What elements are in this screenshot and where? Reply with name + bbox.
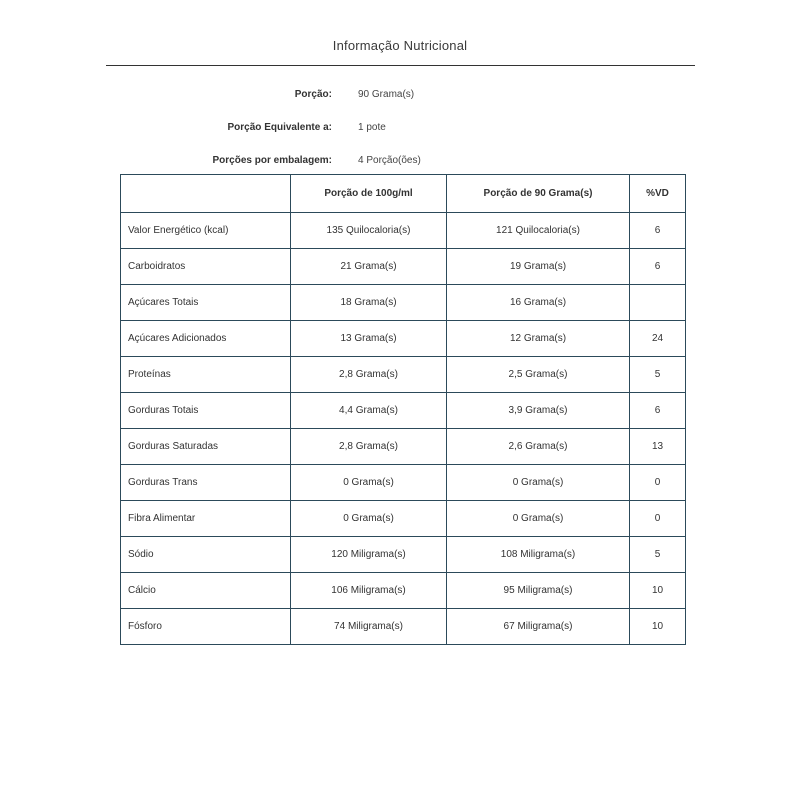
value-per-100: 2,8 Grama(s) [291, 357, 447, 393]
portion-equivalent-label: Porção Equivalente a: [227, 122, 332, 133]
value-per-100: 21 Grama(s) [291, 249, 447, 285]
value-per-portion: 67 Miligrama(s) [447, 609, 630, 645]
value-per-portion: 95 Miligrama(s) [447, 573, 630, 609]
value-vd: 10 [630, 609, 686, 645]
table-row [121, 285, 686, 321]
table-row [121, 609, 686, 645]
nutrient-name: Carboidratos [121, 249, 291, 285]
nutrient-name: Fósforo [121, 609, 291, 645]
nutrient-name: Gorduras Totais [121, 393, 291, 429]
value-per-portion: 121 Quilocaloria(s) [447, 213, 630, 249]
value-per-100: 74 Miligrama(s) [291, 609, 447, 645]
value-vd: 6 [630, 213, 686, 249]
table-row [121, 465, 686, 501]
table-row [121, 357, 686, 393]
value-per-100: 0 Grama(s) [291, 465, 447, 501]
value-per-100: 2,8 Grama(s) [291, 429, 447, 465]
portion-value: 90 Grama(s) [358, 89, 415, 100]
value-vd: 24 [630, 321, 686, 357]
table-row [121, 393, 686, 429]
table-row [121, 501, 686, 537]
value-vd: 13 [630, 429, 686, 465]
value-per-portion: 16 Grama(s) [447, 285, 630, 321]
portions-per-package-row [106, 144, 695, 177]
nutrition-table [120, 174, 686, 645]
nutrient-name: Cálcio [121, 573, 291, 609]
header-per-100: Porção de 100g/ml [291, 175, 447, 213]
value-vd: 5 [630, 537, 686, 573]
table-row [121, 321, 686, 357]
value-per-portion: 2,6 Grama(s) [447, 429, 630, 465]
value-per-portion: 12 Grama(s) [447, 321, 630, 357]
nutrient-name: Açúcares Totais [121, 285, 291, 321]
nutrient-name: Proteínas [121, 357, 291, 393]
portion-label: Porção: [294, 89, 332, 100]
portion-row [106, 78, 695, 111]
value-per-portion: 0 Grama(s) [447, 465, 630, 501]
value-per-portion: 108 Miligrama(s) [447, 537, 630, 573]
portion-equivalent-value: 1 pote [358, 122, 386, 133]
table-row [121, 537, 686, 573]
value-vd: 0 [630, 465, 686, 501]
value-vd: 6 [630, 249, 686, 285]
portions-per-package-value: 4 Porção(ões) [358, 155, 421, 166]
value-vd [630, 285, 686, 321]
header-vd: %VD [630, 175, 686, 213]
value-vd: 6 [630, 393, 686, 429]
value-per-100: 4,4 Grama(s) [291, 393, 447, 429]
nutrient-name: Gorduras Trans [121, 465, 291, 501]
value-vd: 5 [630, 357, 686, 393]
value-vd: 10 [630, 573, 686, 609]
header-nutrient [121, 175, 291, 213]
value-per-100: 0 Grama(s) [291, 501, 447, 537]
portions-per-package-label: Porções por embalagem: [212, 155, 332, 166]
nutrient-name: Gorduras Saturadas [121, 429, 291, 465]
value-per-portion: 19 Grama(s) [447, 249, 630, 285]
nutrient-name: Fibra Alimentar [121, 501, 291, 537]
nutrient-name: Sódio [121, 537, 291, 573]
portion-info [106, 78, 695, 177]
page-title: Informação Nutricional [332, 38, 468, 53]
portion-equivalent-row [106, 111, 695, 144]
nutrient-name: Valor Energético (kcal) [121, 213, 291, 249]
value-per-100: 13 Grama(s) [291, 321, 447, 357]
value-per-100: 18 Grama(s) [291, 285, 447, 321]
nutrient-name: Açúcares Adicionados [121, 321, 291, 357]
value-per-100: 135 Quilocaloria(s) [291, 213, 447, 249]
table-row [121, 249, 686, 285]
value-vd: 0 [630, 501, 686, 537]
table-row [121, 573, 686, 609]
value-per-100: 106 Miligrama(s) [291, 573, 447, 609]
header-per-portion: Porção de 90 Grama(s) [447, 175, 630, 213]
title-divider [106, 65, 695, 66]
value-per-portion: 0 Grama(s) [447, 501, 630, 537]
table-row [121, 213, 686, 249]
table-header-row [121, 175, 686, 213]
value-per-portion: 3,9 Grama(s) [447, 393, 630, 429]
value-per-portion: 2,5 Grama(s) [447, 357, 630, 393]
table-row [121, 429, 686, 465]
value-per-100: 120 Miligrama(s) [291, 537, 447, 573]
